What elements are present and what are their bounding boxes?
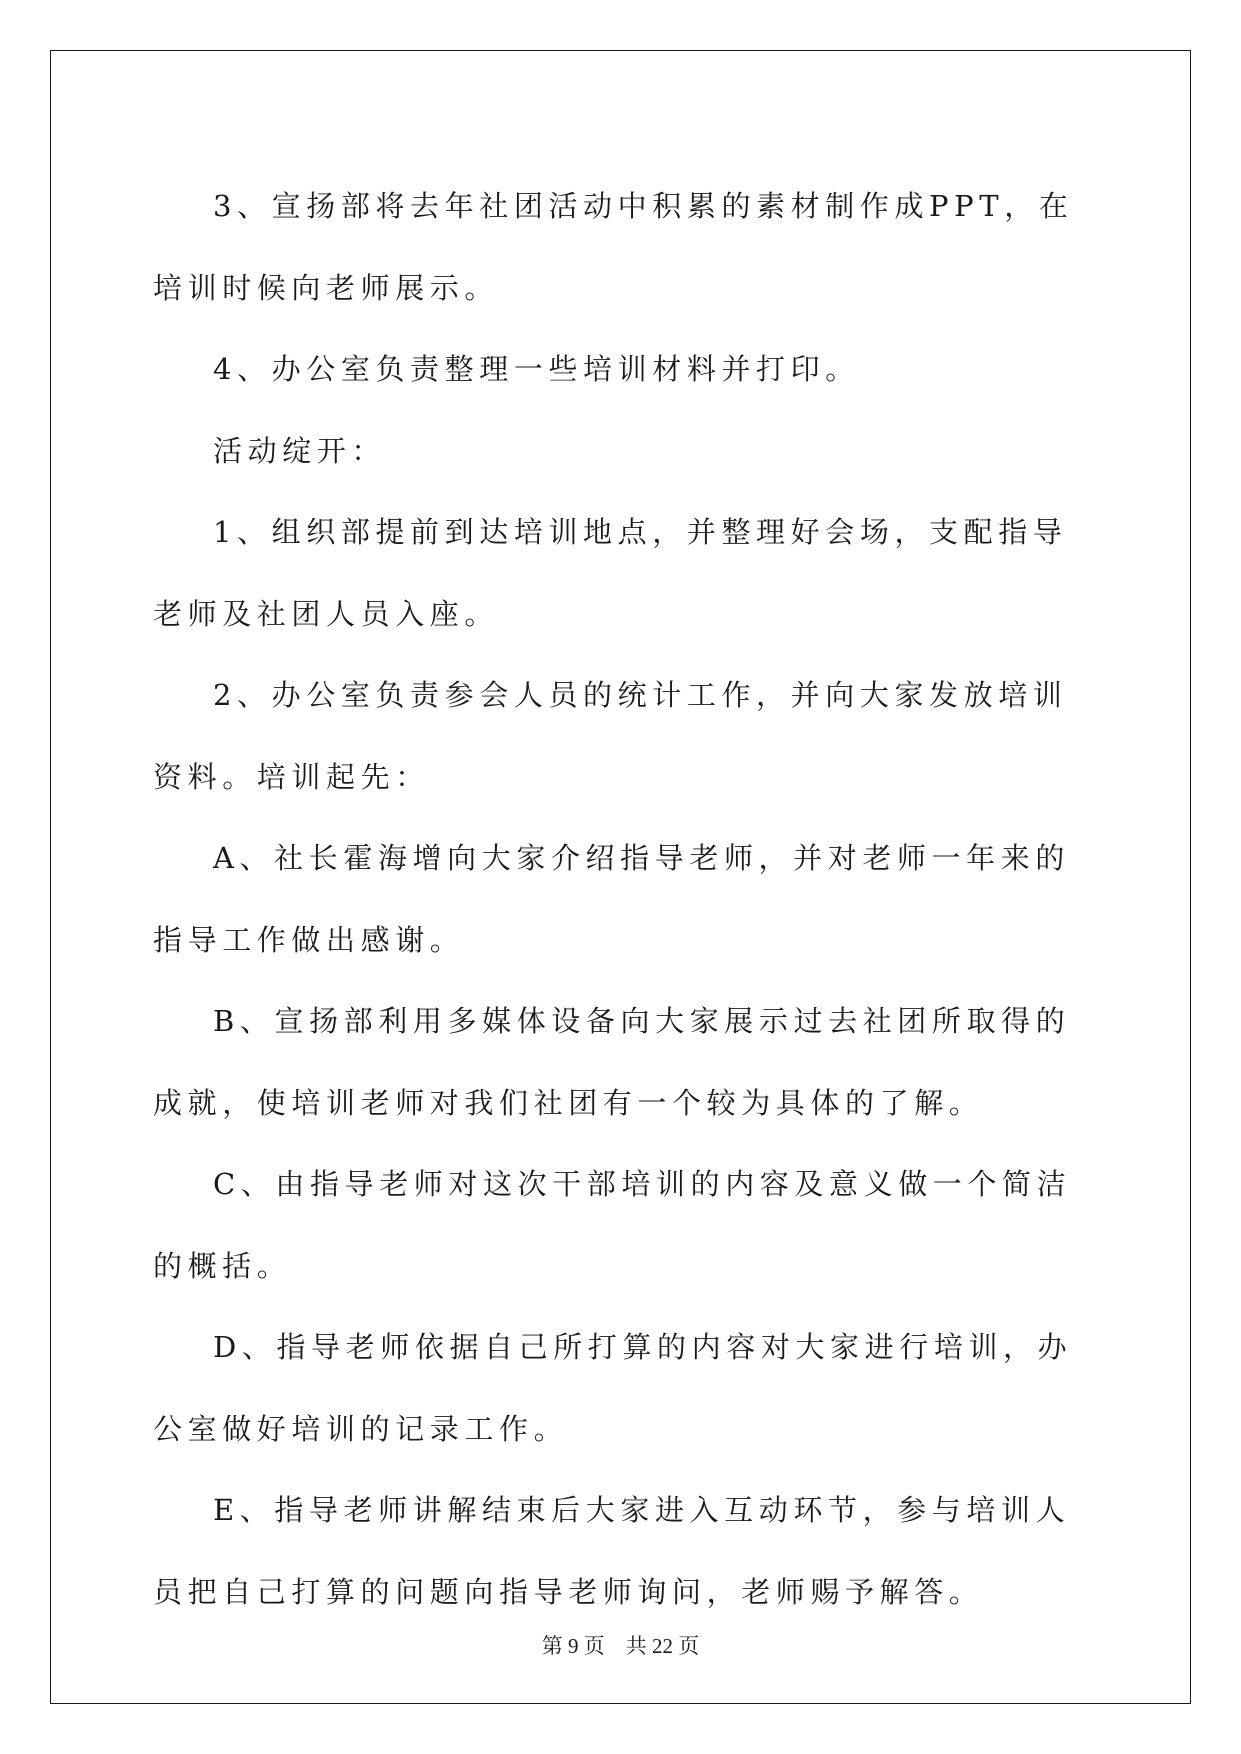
paragraph-a: A、社长霍海增向大家介绍指导老师，并对老师一年来的指导工作做出感谢。 bbox=[153, 841, 1070, 957]
paragraph-3: 3、宣扬部将去年社团活动中积累的素材制作成PPT，在培训时候向老师展示。 bbox=[153, 189, 1074, 305]
page-number: 第 9 页 bbox=[541, 1634, 605, 1658]
paragraph-1: 1、组织部提前到达培训地点，并整理好会场，支配指导老师及社团人员入座。 bbox=[153, 515, 1068, 631]
paragraph-2: 2、办公室负责参会人员的统计工作，并向大家发放培训资料。培训起先： bbox=[153, 678, 1068, 794]
document-body bbox=[153, 166, 1093, 1633]
page-footer bbox=[0, 1630, 1241, 1660]
section-heading-activity: 活动绽开： bbox=[213, 433, 387, 468]
paragraph-c: C、由指导老师对这次干部培训的内容及意义做一个简洁的概括。 bbox=[153, 1167, 1072, 1283]
page-total: 共 22 页 bbox=[625, 1634, 700, 1658]
paragraph-e: E、指导老师讲解结束后大家进入互动环节，参与培训人员把自己打算的问题向指导老师询问，老师赐予解答。 bbox=[153, 1493, 1071, 1609]
paragraph-b: B、宣扬部利用多媒体设备向大家展示过去社团所取得的成就，使培训老师对我们社团有一个较为具体的了解。 bbox=[153, 1004, 1071, 1120]
paragraph-d: D、指导老师依据自己所打算的内容对大家进行培训，办公室做好培训的记录工作。 bbox=[153, 1330, 1073, 1446]
paragraph-4: 4、办公室负责整理一些培训材料并打印。 bbox=[213, 352, 860, 386]
